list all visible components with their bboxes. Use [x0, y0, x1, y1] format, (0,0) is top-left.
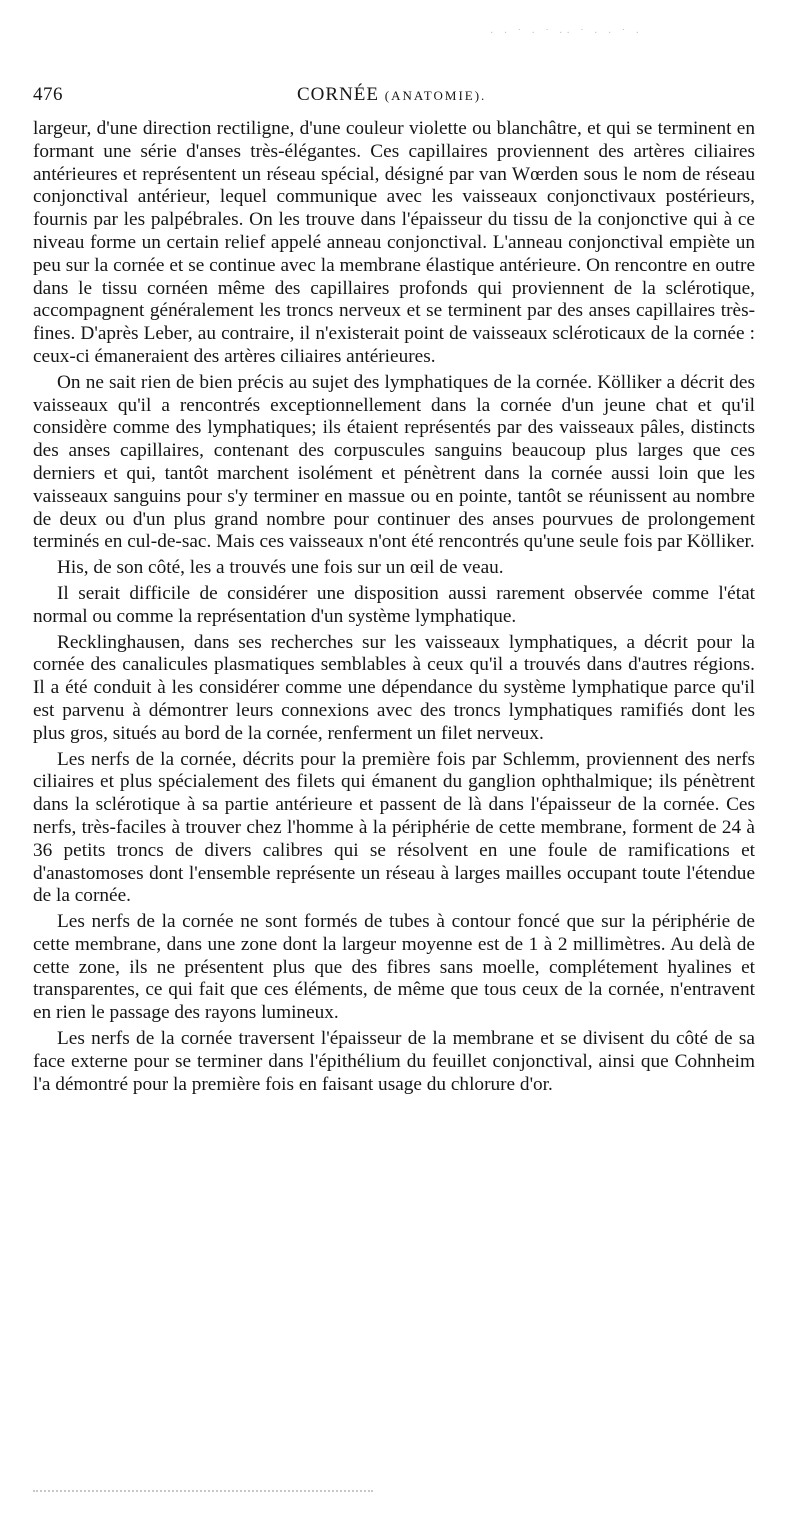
book-page [33, 78, 755, 1498]
page-number: 476 [33, 84, 63, 105]
running-title-main: CORNÉE [297, 84, 379, 105]
running-title-subtitle: (ANATOMIE). [384, 88, 487, 103]
paragraph-nerve-tubes: Les nerfs de la cornée ne sont formés de tubes à contour foncé que sur la périphérie de cette membrane, dans une zone dont la largeur moyenne est de 1 à 2 millimètres. Au delà de cette zone, ils ne présentent plus que des fibres sans moelle, complétement hyalines et transparentes, ce qui fait que ces éléments, de même que tous ceux de la cornée, n'entravent en rien le passage des rayons lumineux. [33, 911, 755, 1024]
paragraph-continued: largeur, d'une direction rectiligne, d'une couleur violette ou blanchâtre, et qui se terminent en formant une série d'anses très-élégantes. Ces capillaires proviennent des artères ciliaires antérieures et représentent un réseau spécial, désigné par van Wœrden sous le nom de réseau conjonctival antérieur, lequel communique avec les vaisseaux conjonctivaux postérieurs, fournis par les palpébrales. On les trouve dans l'épaisseur du tissu de la conjonctive qui à ce niveau forme un certain relief appelé anneau conjonctival. L'anneau conjonctival empiète un peu sur la cornée et se continue avec la membrane élastique antérieure. On rencontre en outre dans le tissu cornéen même des capillaires profonds qui proviennent de la sclérotique, accompagnent généralement les troncs nerveux et se terminent par des anses capillaires très-fines. D'après Leber, au contraire, il n'existerait point de vaisseaux scléroticaux de la cornée : ceux-ci émaneraient des artères ciliaires antérieures. [33, 118, 755, 367]
running-title [297, 84, 486, 106]
scan-noise: · · ˙ · ˙ ·· ˙ · · ˙ · [490, 28, 643, 39]
paragraph-nerves: Les nerfs de la cornée, décrits pour la première fois par Schlemm, proviennent des nerfs ciliaires et plus spécialement des filets qui émanent du ganglion ophthalmique; ils pénètrent dans la sclérotique à sa partie antérieure et passent de là dans l'épaisseur de la cornée. Ces nerfs, très-faciles à trouver chez l'homme à la périphérie de cette membrane, forment de 24 à 36 petits troncs de divers calibres qui se résolvent en une foule de ramifications et d'anastomoses dont l'ensemble représente un réseau à larges mailles occupant toute l'étendue de la cornée. [33, 748, 755, 907]
paragraph-recklinghausen: Recklinghausen, dans ses recherches sur les vaisseaux lymphatiques, a décrit pour la cornée des canalicules plasmatiques semblables à ceux qu'il a trouvés dans d'autres régions. Il a été conduit à les considérer comme une dépendance du système lymphatique parce qu'il est parvenu à démontrer leurs connexions avec des troncs lymphatiques ramifiés dont les plus gros, situés au bord de la cornée, renferment un filet nerveux. [33, 631, 755, 744]
paragraph-his: His, de son côté, les a trouvés une fois sur un œil de veau. [57, 557, 504, 579]
body-text [33, 118, 755, 1096]
footer-rule [33, 1490, 373, 1492]
paragraph-disposition: Il serait difficile de considérer une disposition aussi rarement observée comme l'état normal ou comme la représentation d'un système lymphatique. [33, 582, 755, 627]
running-header [33, 78, 755, 118]
paragraph-lymphatics: On ne sait rien de bien précis au sujet des lymphatiques de la cornée. Kölliker a décrit des vaisseaux qu'il a rencontrés exceptionnellement dans la cornée d'un jeune chat et qu'il considère comme des lymphatiques; ils étaient représentés par des vaisseaux pâles, distincts des anses capillaires, contenant des corpuscules sanguins beaucoup plus larges que ces derniers et qui, tantôt marchent isolément et pénètrent dans la cornée aussi loin que les vaisseaux sanguins pour s'y terminer en massue ou en pointe, tantôt se réunissent au nombre de deux ou d'un plus grand nombre pour continuer des anses pourvues de prolongement terminés en cul-de-sac. Mais ces vaisseaux n'ont été rencontrés qu'une seule fois par Kölliker. [33, 371, 755, 553]
paragraph-nerve-termination: Les nerfs de la cornée traversent l'épaisseur de la membrane et se divisent du côté de sa face externe pour se terminer dans l'épithélium du feuillet conjonctival, ainsi que Cohnheim l'a démontré pour la première fois en faisant usage du chlorure d'or. [33, 1028, 755, 1095]
